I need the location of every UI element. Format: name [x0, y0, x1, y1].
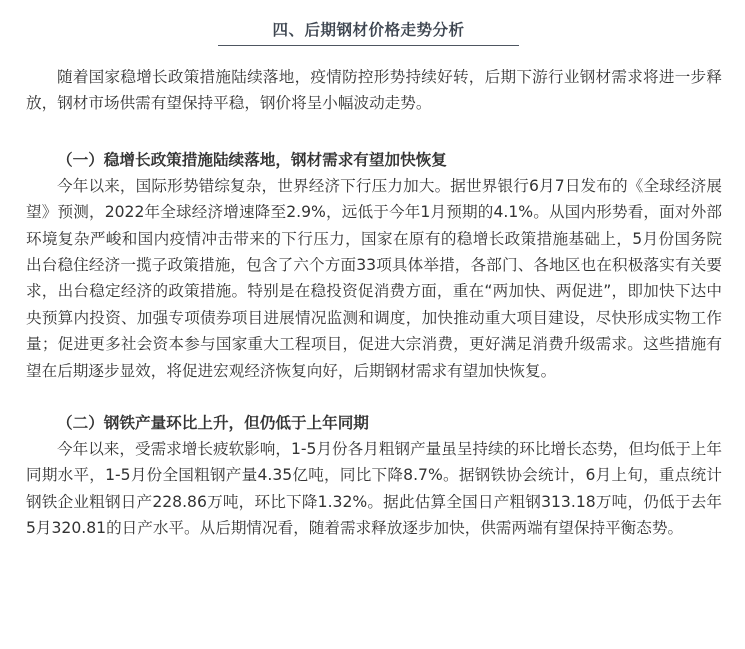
intro-paragraph: 随着国家稳增长政策措施陆续落地，疫情防控形势持续好转，后期下游行业钢材需求将进一步释放，钢材市场供需有望保持平稳，钢价将呈小幅波动走势。: [26, 68, 722, 113]
section-title: 四、后期钢材价格走势分析: [272, 20, 465, 39]
subsection-heading-1: （一）稳增长政策措施陆续落地，钢材需求有望加快恢复: [57, 150, 447, 169]
subsection-body-2: 今年以来，受需求增长疲软影响，1-5月份各月粗钢产量虽呈持续的环比增长态势，但均低于上年同期水平，1-5月份全国粗钢产量4.35亿吨，同比下降8.7%。据钢铁协会统计，6月上旬，重点统计钢铁企业粗钢日产228.86万吨，环比下降1.32%。据此估算全国日产粗钢313.18万吨，仍低于去年5月320.81的日产水平。从后期情况看，随着需求释放逐步加快，供需两端有望保持平衡态势。: [26, 440, 722, 538]
article-body: [26, 64, 722, 542]
subsection-body-1: 今年以来，国际形势错综复杂，世界经济下行压力加大。据世界银行6月7日发布的《全球经济展望》预测，2022年全球经济增速降至2.9%，远低于今年1月预期的4.1%。从国内形势看，面对外部环境复杂严峻和国内疫情冲击带来的下行压力，国家在原有的稳增长政策措施基础上，5月份国务院出台稳住经济一揽子政策措施，包含了六个方面33项具体举措，各部门、各地区也在积极落实有关要求，出台稳定经济的政策措施。特别是在稳投资促消费方面，重在“两加快、两促进”，即加快下达中央预算内投资、加强专项债券项目进展情况监测和调度，加快推动重大项目建设，尽快形成实物工作量；促进更多社会资本参与国家重大工程项目，促进大宗消费，更好满足消费升级需求。这些措施有望在后期逐步显效，将促进宏观经济恢复向好，后期钢材需求有望加快恢复。: [26, 176, 722, 380]
subsection-heading-2: （二）钢铁产量环比上升，但仍低于上年同期: [57, 414, 369, 433]
section-title-bar: [218, 12, 519, 46]
